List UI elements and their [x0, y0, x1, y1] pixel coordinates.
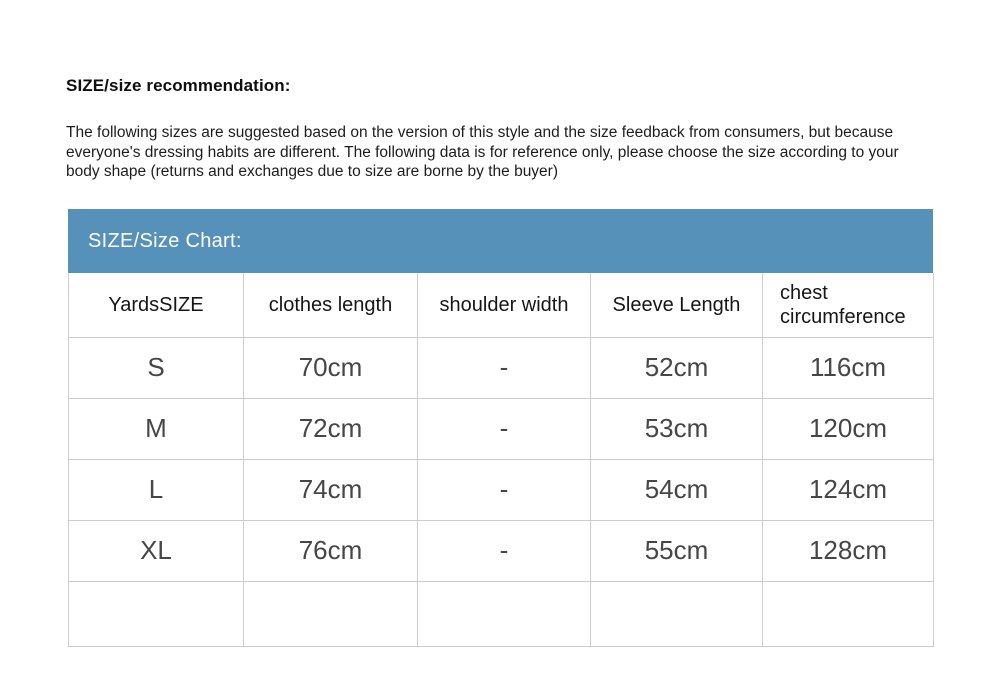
- cell-clothes-length: 72cm: [244, 398, 418, 459]
- cell-shoulder-width: -: [418, 398, 591, 459]
- cell-clothes-length: 74cm: [244, 459, 418, 520]
- size-chart-title-bar: [68, 209, 933, 273]
- cell-size: XL: [69, 520, 244, 581]
- cell-clothes-length: 70cm: [244, 337, 418, 398]
- empty-cell: [69, 581, 244, 646]
- table-row-s: [69, 337, 934, 398]
- page-title: SIZE/size recommendation:: [66, 76, 291, 95]
- cell-sleeve-length: 55cm: [591, 520, 763, 581]
- cell-shoulder-width: -: [418, 459, 591, 520]
- table-row-xl: [69, 520, 934, 581]
- column-header-chest-circumference: chest circumference: [763, 273, 934, 337]
- cell-sleeve-length: 54cm: [591, 459, 763, 520]
- empty-cell: [763, 581, 934, 646]
- cell-sleeve-length: 53cm: [591, 398, 763, 459]
- cell-sleeve-length: 52cm: [591, 337, 763, 398]
- column-header-shoulder-width: shoulder width: [418, 273, 591, 337]
- table-row-m: [69, 398, 934, 459]
- column-header-clothes-length: clothes length: [244, 273, 418, 337]
- cell-chest-circumference: 124cm: [763, 459, 934, 520]
- table-row-l: [69, 459, 934, 520]
- table-header-row: [69, 273, 934, 337]
- cell-chest-circumference: 128cm: [763, 520, 934, 581]
- cell-chest-circumference: 116cm: [763, 337, 934, 398]
- cell-shoulder-width: -: [418, 337, 591, 398]
- column-header-size: YardsSIZE: [69, 273, 244, 337]
- empty-cell: [244, 581, 418, 646]
- column-header-sleeve-length: Sleeve Length: [591, 273, 763, 337]
- cell-size: M: [69, 398, 244, 459]
- cell-clothes-length: 76cm: [244, 520, 418, 581]
- cell-shoulder-width: -: [418, 520, 591, 581]
- empty-cell: [591, 581, 763, 646]
- size-chart-title: SIZE/Size Chart:: [88, 229, 242, 252]
- empty-cell: [418, 581, 591, 646]
- cell-chest-circumference: 120cm: [763, 398, 934, 459]
- size-chart-table: [68, 273, 934, 647]
- cell-size: S: [69, 337, 244, 398]
- table-row-empty: [69, 581, 934, 646]
- size-disclaimer-text: The following sizes are suggested based on the version of this style and the size feedback from consumers, but because everyone's dressing habits are different. The following data is for reference only, please choose the size according to your body shape (returns and exchanges due to size are borne by the buyer): [66, 124, 899, 180]
- cell-size: L: [69, 459, 244, 520]
